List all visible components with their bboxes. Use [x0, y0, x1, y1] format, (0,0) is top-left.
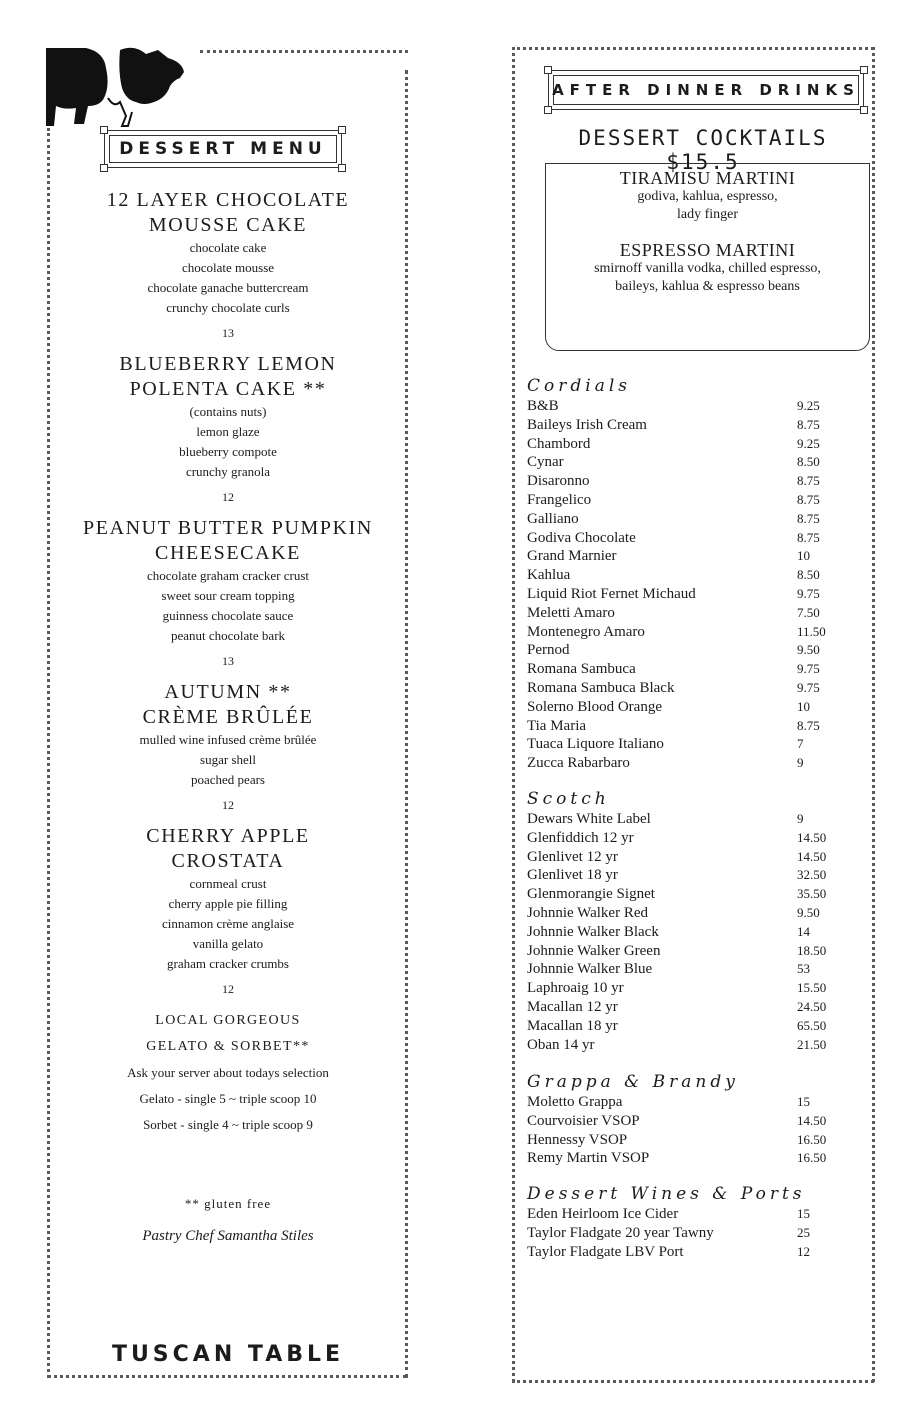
drink-price: 32.50: [797, 867, 827, 883]
dessert-price: 13: [222, 654, 234, 668]
drink-row: [527, 1205, 837, 1224]
drink-name: Disaronno: [527, 473, 590, 490]
drink-price: 14.50: [797, 848, 827, 864]
drink-row: [527, 472, 837, 491]
drink-name: Godiva Chocolate: [527, 529, 636, 546]
drink-row: [527, 942, 837, 961]
drink-name: Glenfiddich 12 yr: [527, 829, 634, 846]
drink-price: 8.75: [797, 491, 820, 507]
drink-row: [527, 585, 837, 604]
drink-price: 9.25: [797, 398, 820, 413]
drink-price: 16.50: [797, 1131, 827, 1147]
drink-price: 9.50: [797, 642, 820, 658]
drink-price: 8.75: [797, 473, 820, 489]
drink-row: [527, 866, 837, 885]
drink-name: B&B: [527, 398, 559, 414]
drink-price: 15: [797, 1206, 810, 1221]
drink-name: Zucca Rabarbaro: [527, 755, 630, 772]
dessert-price: 12: [222, 798, 234, 812]
drink-name: Solerno Blood Orange: [527, 698, 662, 715]
drink-name: Macallan 18 yr: [527, 1017, 618, 1034]
drink-name: Remy Martin VSOP: [527, 1150, 650, 1167]
drink-name: Kahlua: [527, 567, 571, 584]
drink-name: Laphroaig 10 yr: [527, 980, 624, 997]
drink-name: Johnnie Walker Green: [527, 942, 661, 959]
drink-row: [527, 623, 837, 642]
drink-row: [527, 1112, 837, 1131]
gelato-ask: Ask your server about todays selection: [127, 1065, 329, 1080]
dessert-price: 12: [222, 982, 234, 996]
dessert-ingredient: peanut chocolate bark: [170, 628, 286, 643]
drink-price: 8.75: [797, 717, 820, 733]
drink-price: 14: [797, 923, 810, 939]
drink-row: [527, 416, 837, 435]
drink-row: [527, 1243, 837, 1262]
drink-row: [527, 1224, 837, 1243]
right-top-border: [512, 47, 874, 50]
cocktail-desc: smirnoff vanilla vodka, chilled espresso,: [594, 261, 821, 276]
drink-name: Cynar: [527, 454, 564, 471]
drink-price: 65.50: [797, 1017, 827, 1033]
drink-name: Taylor Fladgate 20 year Tawny: [527, 1224, 714, 1241]
drink-row: [527, 1017, 837, 1036]
right-right-border: [872, 47, 875, 1382]
drink-name: Johnnie Walker Black: [527, 923, 659, 940]
drink-price: 21.50: [797, 1036, 827, 1052]
section-title: Scotch: [527, 789, 610, 809]
drink-row: [527, 529, 837, 548]
scotch-section: [527, 788, 837, 1054]
drink-price: 18.50: [797, 942, 827, 958]
drink-name: Macallan 12 yr: [527, 998, 618, 1015]
drink-row: [527, 1036, 837, 1055]
drink-name: Eden Heirloom Ice Cider: [527, 1206, 679, 1222]
cocktail-desc: lady finger: [676, 207, 739, 222]
drink-name: Glenlivet 18 yr: [527, 867, 618, 884]
after-dinner-title: AFTER DINNER DRINKS: [548, 70, 864, 110]
drink-name: Tia Maria: [527, 717, 587, 734]
drink-price: 35.50: [797, 886, 827, 902]
drink-row: [527, 547, 837, 566]
drink-price: 8.75: [797, 510, 820, 526]
drink-price: 14.50: [797, 829, 827, 845]
section-title: Dessert Wines & Ports: [527, 1184, 806, 1204]
drink-name: Johnnie Walker Red: [527, 904, 648, 921]
drink-row: [527, 960, 837, 979]
drink-price: 9.50: [797, 904, 820, 920]
drink-name: Moletto Grappa: [527, 1094, 623, 1110]
drink-name: Tuaca Liquore Italiano: [527, 736, 664, 753]
left-right-border: [405, 70, 408, 1378]
drink-price: 9: [797, 755, 804, 771]
right-bottom-border: [512, 1380, 874, 1383]
dessert-ingredient: blueberry compote: [179, 444, 277, 459]
dessert-ingredient: poached pears: [191, 772, 265, 787]
dessert-ingredient: mulled wine infused crème brûlée: [139, 732, 317, 747]
dessert-item: [80, 824, 376, 998]
drink-price: 8.50: [797, 567, 820, 583]
drink-price: 9: [797, 811, 804, 826]
drink-row: [527, 923, 837, 942]
drink-price: 7: [797, 736, 804, 752]
drink-name: Oban 14 yr: [527, 1036, 595, 1053]
dessert-ingredient: chocolate ganache buttercream: [147, 280, 309, 295]
drink-price: 10: [797, 548, 810, 564]
dessert-menu-title: DESSERT MENU: [104, 130, 342, 168]
dessert-list: [80, 188, 376, 1138]
drink-row: [527, 848, 837, 867]
drink-name: Frangelico: [527, 491, 592, 508]
drink-price: 12: [797, 1243, 810, 1259]
drink-row: [527, 660, 837, 679]
drink-price: 8.75: [797, 416, 820, 432]
drink-price: 25: [797, 1224, 810, 1240]
dessert-ingredient: chocolate graham cracker crust: [146, 568, 310, 583]
drink-name: Johnnie Walker Blue: [527, 961, 653, 978]
drink-row: [527, 510, 837, 529]
drink-price: 53: [797, 961, 810, 977]
drink-name: Pernod: [527, 642, 570, 659]
gelato-section: [80, 1008, 376, 1138]
gluten-free-note: ** gluten free: [184, 1196, 272, 1211]
drink-row: [527, 1149, 837, 1168]
dessert-ingredient: (contains nuts): [189, 404, 267, 419]
dessert-name: PEANUT BUTTER PUMPKIN CHEESECAKE: [83, 517, 373, 564]
cocktail-name: ESPRESSO MARTINI: [619, 240, 796, 260]
drink-name: Liquid Riot Fernet Michaud: [527, 585, 696, 602]
drink-row: [527, 641, 837, 660]
drink-row: [527, 998, 837, 1017]
cocktail-desc: godiva, kahlua, espresso,: [637, 189, 778, 204]
drink-row: [527, 717, 837, 736]
drink-row: [527, 810, 837, 829]
cordials-section: [527, 375, 837, 773]
drink-price: 7.50: [797, 604, 820, 620]
dessert-item: [80, 680, 376, 814]
drink-name: Montenegro Amaro: [527, 623, 645, 640]
drink-name: Hennessy VSOP: [527, 1131, 628, 1148]
dessert-ingredient: chocolate mousse: [181, 260, 275, 275]
dessert-item: [80, 352, 376, 506]
drink-price: 9.75: [797, 679, 820, 695]
right-left-border: [512, 47, 515, 1382]
drink-row: [527, 435, 837, 454]
drink-name: Baileys Irish Cream: [527, 416, 647, 433]
gelato-title-1: LOCAL GORGEOUS: [155, 1013, 301, 1028]
sorbet-price: Sorbet - single 4 ~ triple scoop 9: [143, 1117, 313, 1132]
drink-price: 15: [797, 1094, 810, 1109]
drink-price: 14.50: [797, 1112, 827, 1128]
drink-row: [527, 604, 837, 623]
pastry-chef: Pastry Chef Samantha Stiles: [142, 1228, 314, 1244]
dessert-ingredient: lemon glaze: [196, 424, 260, 439]
dessert-ingredient: cherry apple pie filling: [168, 896, 288, 911]
drink-price: 16.50: [797, 1150, 827, 1166]
drink-price: 8.75: [797, 529, 820, 545]
dessert-item: [80, 516, 376, 670]
drink-name: Courvoisier VSOP: [527, 1112, 640, 1129]
dessert-ingredient: vanilla gelato: [192, 936, 264, 951]
dessert-ingredient: graham cracker crumbs: [167, 956, 289, 971]
left-bottom-border: [47, 1375, 407, 1378]
dessert-item: [80, 188, 376, 342]
drink-name: Galliano: [527, 510, 579, 527]
dessert-ingredient: sugar shell: [200, 752, 256, 767]
dessert-ingredient: chocolate cake: [189, 240, 267, 255]
drink-row: [527, 979, 837, 998]
drink-row: [527, 1131, 837, 1150]
drink-price: 9.25: [797, 435, 820, 451]
drink-row: [527, 397, 837, 416]
drink-row: [527, 566, 837, 585]
dessert-name: BLUEBERRY LEMON POLENTA CAKE **: [119, 353, 337, 400]
dessert-wines-section: [527, 1183, 837, 1261]
dessert-ingredient: guinness chocolate sauce: [162, 608, 294, 623]
section-title: Cordials: [527, 376, 631, 396]
pig-logo-icon: [46, 46, 188, 130]
drink-name: Chambord: [527, 435, 591, 452]
left-top-border: [200, 50, 408, 53]
drink-name: Meletti Amaro: [527, 604, 615, 621]
drink-name: Romana Sambuca: [527, 661, 636, 678]
drink-name: Dewars White Label: [527, 811, 651, 827]
drink-name: Taylor Fladgate LBV Port: [527, 1243, 684, 1260]
drink-row: [527, 1093, 837, 1112]
dessert-price: 13: [222, 326, 234, 340]
drink-name: Romana Sambuca Black: [527, 679, 675, 696]
drink-row: [527, 491, 837, 510]
cocktail-item: [546, 168, 869, 224]
drink-name: Glenlivet 12 yr: [527, 848, 618, 865]
drink-name: Grand Marnier: [527, 548, 617, 565]
cocktail-desc: baileys, kahlua & espresso beans: [615, 279, 800, 294]
drink-price: 9.75: [797, 585, 820, 601]
dessert-name: AUTUMN ** CRÈME BRÛLÉE: [142, 681, 314, 728]
dessert-ingredient: cinnamon crème anglaise: [161, 916, 295, 931]
cocktail-box: [545, 163, 870, 351]
drink-row: [527, 904, 837, 923]
left-left-border: [47, 128, 50, 1378]
cocktail-item: [546, 240, 869, 296]
dessert-name: 12 LAYER CHOCOLATE MOUSSE CAKE: [106, 189, 350, 236]
drink-price: 24.50: [797, 998, 827, 1014]
cocktails-header: DESSERT COCKTAILS $15.5: [578, 126, 828, 174]
section-title: Grappa & Brandy: [527, 1072, 739, 1092]
drink-price: 9.75: [797, 661, 820, 677]
cocktail-name: TIRAMISU MARTINI: [619, 168, 796, 188]
drink-row: [527, 885, 837, 904]
drink-price: 8.50: [797, 454, 820, 470]
dessert-price: 12: [222, 490, 234, 504]
drink-price: 11.50: [797, 623, 826, 639]
drink-row: [527, 829, 837, 848]
drink-price: 10: [797, 698, 810, 714]
dessert-ingredient: crunchy granola: [185, 464, 271, 479]
brand-name: TUSCAN TABLE: [111, 1342, 345, 1367]
drink-price: 15.50: [797, 980, 827, 996]
drink-name: Glenmorangie Signet: [527, 886, 655, 903]
gelato-price: Gelato - single 5 ~ triple scoop 10: [139, 1091, 317, 1106]
drink-row: [527, 754, 837, 773]
dessert-name: CHERRY APPLE CROSTATA: [146, 825, 310, 872]
gelato-title-2: GELATO & SORBET**: [146, 1039, 310, 1054]
grappa-brandy-section: [527, 1071, 837, 1168]
dessert-ingredient: crunchy chocolate curls: [166, 300, 290, 315]
dessert-ingredient: sweet sour cream topping: [161, 588, 295, 603]
dessert-ingredient: cornmeal crust: [189, 876, 267, 891]
drink-row: [527, 453, 837, 472]
drink-row: [527, 698, 837, 717]
drink-row: [527, 679, 837, 698]
drink-row: [527, 735, 837, 754]
